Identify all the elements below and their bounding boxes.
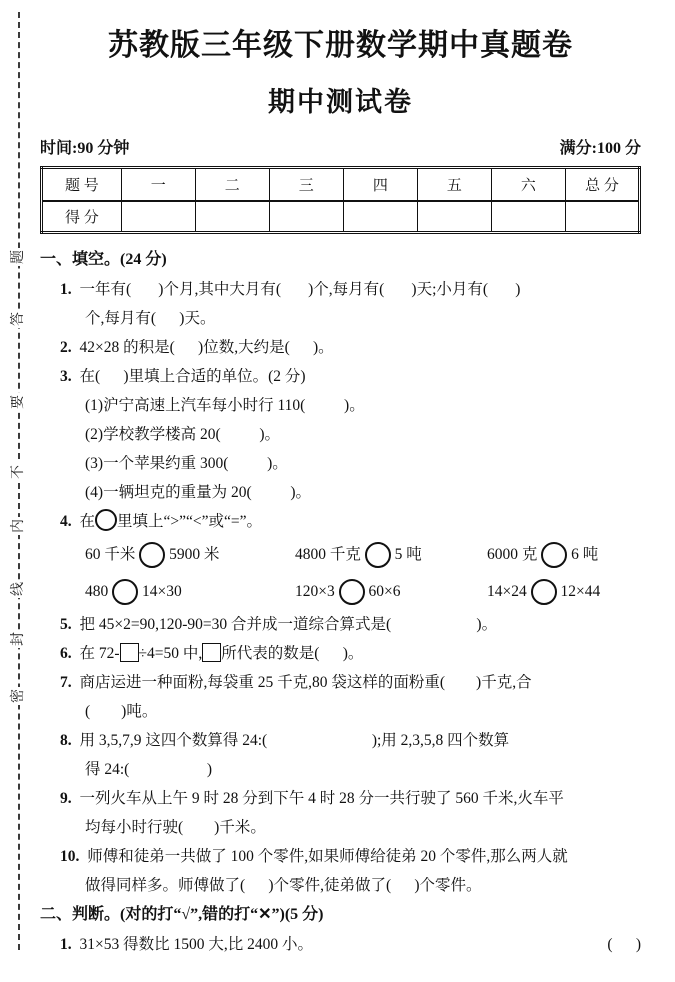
question-line [40,333,641,362]
seal-line-char: 不 [11,465,26,479]
question-line [40,610,641,639]
question-number: 8. [60,732,72,749]
question-text: ( ) [607,936,641,953]
question-text: 一列火车从上午 9 时 28 分到下午 4 时 28 分一共行驶了 560 千米,火车平 [75,790,564,807]
question-text: 把 45×2=90,120-90=30 合并成一道综合算式是( )。 [75,616,498,633]
comparison-circle-blank [541,542,567,568]
score-table-header-col-1: 一 [121,168,195,202]
question-text: 31×53 得数比 1500 大,比 2400 小。 [75,936,313,953]
seal-line-char: 要 [11,395,26,409]
question-text: 里填上“>”“<”或“=”。 [117,513,263,530]
question-text: 42×28 的积是( )位数,大约是( )。 [75,339,334,356]
question-text: 在 [75,513,96,530]
score-row-label: 得 分 [42,201,122,233]
question-text: 得 24:( ) [85,761,213,778]
question-line [40,813,641,842]
seal-line-char: 题 [11,250,26,264]
question-line [40,639,641,668]
question-number: 9. [60,790,72,807]
comparison-group [487,577,600,606]
question-text: 6 吨 [567,546,599,563]
question-text: 120×3 [295,583,339,600]
question-line [40,697,641,726]
question-text: 14×30 [138,583,182,600]
question-text: ÷4=50 中, [138,645,203,662]
question-text: 所代表的数是( )。 [221,645,364,662]
question-text: 在 72- [75,645,120,662]
seal-line-char: 内 [11,519,26,533]
question-line [40,755,641,784]
score-cell-total [565,201,639,233]
seal-line-char: 答 [11,312,26,326]
question-number: 4. [60,513,72,530]
score-table-header-total: 总 分 [565,168,639,202]
question-text: ( )吨。 [85,703,158,720]
score-cell-6 [491,201,565,233]
question-text: 5 吨 [390,546,422,563]
comparison-circle-blank [95,509,117,531]
question-number: 2. [60,339,72,356]
question-number: 5. [60,616,72,633]
seal-line-char: 密 [11,689,26,703]
number-box-blank [120,643,139,662]
question-number: 1. [60,281,72,298]
question-text: (4)一辆坦克的重量为 20( )。 [85,484,312,501]
score-table-header-col-5: 五 [417,168,491,202]
question-text: 4800 千克 [295,546,365,563]
question-text: 12×44 [556,583,601,600]
score-table-score-row [42,201,640,233]
question-text: (2)学校教学楼高 20( )。 [85,426,281,443]
score-table-header-col-4: 四 [343,168,417,202]
page-subtitle: 期中测试卷 [268,87,413,117]
question-line [40,275,641,304]
score-cell-2 [195,201,269,233]
question-number: 1. [60,936,72,953]
question-line [40,536,641,573]
question-text: 一年有( )个月,其中大月有( )个,每月有( )天;小月有( ) [75,281,521,298]
question-text: 用 3,5,7,9 这四个数算得 24:( );用 2,3,5,8 四个数算 [75,732,510,749]
score-table-header-row [42,168,640,202]
question-number: 3. [60,368,72,385]
time-limit-label: 时间:90 分钟 [40,140,130,157]
score-table-header-col-6: 六 [491,168,565,202]
section-heading: 二、判断。(对的打“√”,错的打“✕”)(5 分) [40,906,324,923]
question-text: 均每小时行驶( )千米。 [85,819,266,836]
score-cell-5 [417,201,491,233]
question-number: 6. [60,645,72,662]
comparison-group [295,577,487,606]
question-text: 5900 米 [165,546,220,563]
score-table [40,166,641,234]
comparison-group [85,577,295,606]
question-number: 7. [60,674,72,691]
question-text: (1)沪宁高速上汽车每小时行 110( )。 [85,397,365,414]
full-score-label: 满分:100 分 [559,140,641,157]
question-line [40,478,641,507]
question-line [40,784,641,813]
score-table-header-col-2: 二 [195,168,269,202]
score-cell-1 [121,201,195,233]
question-text: 14×24 [487,583,531,600]
paper-content [40,14,641,959]
score-table-header-question-no: 题 号 [42,168,122,202]
question-line [40,842,641,871]
section-heading: 一、填空。(24 分) [40,251,167,268]
comparison-circle-blank [531,579,557,605]
question-text: 做得同样多。师傅做了( )个零件,徒弟做了( )个零件。 [85,877,482,894]
seal-line-char: 封 [11,632,26,646]
question-text: 师傅和徒弟一共做了 100 个零件,如果师傅给徒弟 20 个零件,那么两人就 [83,848,568,865]
page-title: 苏教版三年级下册数学期中真题卷 [108,29,573,62]
comparison-group [295,540,487,569]
question-line [40,449,641,478]
comparison-group [487,540,598,569]
question-number: 10. [60,848,80,865]
question-text: 60 千米 [85,546,140,563]
question-text: 6000 克 [487,546,542,563]
question-text: 480 [85,583,113,600]
comparison-group [85,540,295,569]
comparison-circle-blank [365,542,391,568]
comparison-circle-blank [339,579,365,605]
score-cell-4 [343,201,417,233]
question-line [40,507,641,536]
question-text: 个,每月有( )天。 [85,310,216,327]
question-text: 商店运进一种面粉,每袋重 25 千克,80 袋这样的面粉重( )千克,合 [75,674,532,691]
question-line [40,573,641,610]
comparison-circle-blank [139,542,165,568]
seal-dashed-line [18,12,20,950]
question-line [40,668,641,697]
question-line [40,304,641,333]
question-line [40,930,641,959]
question-text: 在( )里填上合适的单位。(2 分) [75,368,306,385]
score-table-header-col-3: 三 [269,168,343,202]
question-line [40,871,641,900]
question-text: (3)一个苹果约重 300( )。 [85,455,288,472]
exam-meta [40,135,641,158]
section [40,900,641,959]
question-line [40,726,641,755]
sections [40,245,641,959]
question-line [40,391,641,420]
score-cell-3 [269,201,343,233]
question-line [40,362,641,391]
question-line [40,420,641,449]
number-box-blank [202,643,221,662]
seal-line-char: 线 [11,582,26,596]
comparison-circle-blank [112,579,138,605]
section [40,245,641,900]
question-text: 60×6 [364,583,401,600]
